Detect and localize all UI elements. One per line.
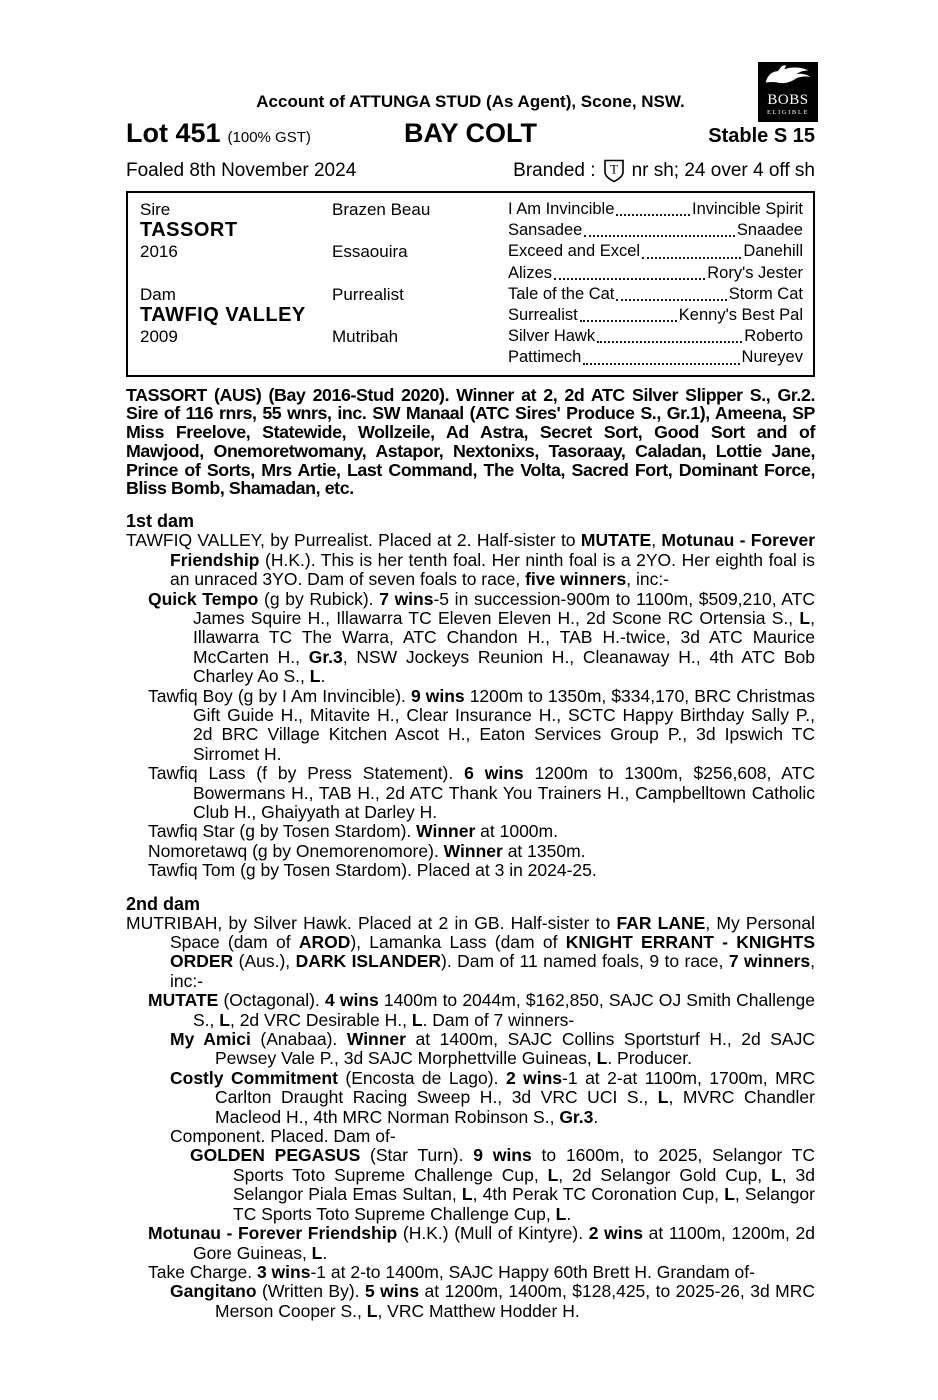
bobs-logo-text: BOBS (767, 92, 809, 108)
progeny-entry: Nomoretawq (g by Onemorenomore). Winner at 1350m. (148, 840, 586, 861)
bobs-eligible-logo (758, 62, 818, 122)
sire-name: TASSORT (140, 219, 238, 242)
second-dam-heading: 2nd dam (126, 893, 201, 914)
first-dam-heading: 1st dam (126, 511, 195, 532)
gen3-row: Pattimech Nureyev (508, 348, 803, 367)
brand-letter: T (609, 161, 618, 177)
dot-leader (580, 320, 677, 322)
progeny-entry: GOLDEN PEGASUS (Star Turn). 9 wins to 1600m, to 2025, Selangor TC Sports Toto Supreme Challenge Cup, L, 2d Selangor Gold Cup, L, 3d Selangor Piala Emas Sultan, L, 4th Perak TC Coronation Cup, L, Selangor TC Sports Toto Supreme Challenge Cup, L. (190, 1145, 816, 1224)
progeny-entry: Tawfiq Tom (g by Tosen Stardom). Placed at 3 in 2024-25. (148, 860, 597, 881)
sire-label: Sire (140, 200, 171, 219)
gst-note: (100% GST) (227, 129, 311, 146)
lot-group (126, 118, 404, 149)
progeny-entry: My Amici (Anabaa). Winner at 1400m, SAJC Collins Sportsturf H., 2d SAJC Pewsey Vale P., 3d SAJC Morphettville Guineas, L. Producer. (170, 1029, 815, 1069)
dot-leader (584, 235, 735, 237)
page-title: BAY COLT (403, 118, 538, 148)
dot-leader (642, 257, 741, 259)
gen3-row: Tale of the Cat Storm Cat (508, 284, 803, 303)
branded-description: nr sh; 24 over 4 off sh (631, 160, 815, 181)
account-line: Account of ATTUNGA STUD (As Agent), Scone, NSW. (256, 92, 685, 111)
progeny-entry: Take Charge. 3 wins-1 at 2-to 1400m, SAJC Happy 60th Brett H. Grandam of- (148, 1261, 755, 1282)
gen3-row: Silver Hawk Roberto (508, 327, 803, 346)
second-dam-paragraph: MUTRIBAH, by Silver Hawk. Placed at 2 in GB. Half-sister to FAR LANE, My Personal Space (dam of AROD), Lamanka Lass (dam of KNIGHT ERRANT - KNIGHTS ORDER (Aus.), DARK ISLANDER). Dam of 11 named foals, 9 to race, 7 winners, inc:- (126, 912, 816, 991)
progeny-entry: Tawfiq Star (g by Tosen Stardom). Winner at 1000m. (148, 821, 558, 842)
pedigree-table (126, 191, 815, 377)
sire-summary: TASSORT (AUS) (Bay 2016-Stud 2020). Winner at 2, 2d ATC Silver Slipper S., Gr.2. Sire of 116 rnrs, 55 wnrs, inc. SW Manaal (ATC Sires' Produce S., Gr.1), Ameena, SP Miss Freelove, Statewide, Wollzeile, Ad Astra, Secret Sort, Good Sort and of Mawjood, Onemoretwomany, Astapor, Nextonixs, Tasoraay, Caladan, Lottie Jane, Prince of Sorts, Mrs Artie, Last Command, The Volta, Sacred Fort, Dominant Force, Bliss Bomb, Shamadan, etc. (126, 384, 815, 499)
dot-leader (597, 341, 742, 343)
progeny-entry: Costly Commitment (Encosta de Lago). 2 wins-1 at 2-at 1100m, 1700m, MRC Carlton Draught Racing Sweep H., 3d VRC UCI S., L, MVRC Chandler Macleod H., 4th MRC Norman Robinson S., Gr.3. (170, 1067, 815, 1127)
sire-year: 2016 (140, 242, 178, 262)
gen3-row: Surrealist Kenny's Best Pal (508, 305, 803, 324)
progeny-entry: Tawfiq Boy (g by I Am Invincible). 9 wins 1200m to 1350m, $334,170, BRC Christmas Gift Guide H., Mitavite H., Clear Insurance H., SCTC Happy Birthday Sally P., 2d BRC Village Kitchen Ascot H., Eaton Services Group P., 3d Ipswich TC Sirromet H. (148, 685, 815, 764)
gen3-row: Exceed and Excel Danehill (508, 242, 803, 261)
brand-shield-icon (602, 158, 626, 184)
sire-dam: Essaouira (332, 242, 408, 262)
progeny-entry: MUTATE (Octagonal). 4 wins 1400m to 2044m, $162,850, SAJC OJ Smith Challenge S., L, 2d VRC Desirable H., L. Dam of 7 winners- (148, 990, 815, 1030)
dam-label: Dam (140, 284, 176, 304)
bobs-logo-subtext: ELIGIBLE (766, 109, 810, 116)
foaled-row (126, 158, 815, 184)
dot-leader (616, 299, 726, 301)
progeny-entry: Gangitano (Written By). 5 wins at 1200m, 1400m, $128,425, to 2025-26, 3d MRC Merson Cooper S., L, VRC Matthew Hodder H. (170, 1281, 816, 1321)
branded-label: Branded : (513, 160, 596, 181)
gen3-row: Alizes Rory's Jester (508, 263, 803, 282)
first-dam-paragraph: TAWFIQ VALLEY, by Purrealist. Placed at 2. Half-sister to MUTATE, Motunau - Forever Friendship (H.K.). This is her tenth foal. Her ninth foal is a 2YO. Her eighth foal is an unraced 3YO. Dam of seven foals to race, five winners, inc:- (126, 530, 815, 590)
gen3-row: Sansadee Snaadee (508, 221, 803, 240)
progeny-entry: Quick Tempo (g by Rubick). 7 wins-5 in succession-900m to 1100m, $509,210, ATC James Squire H., Illawarra TC Eleven Eleven H., 2d Scone RC Ortensia S., L, Illawarra TC The Warra, ATC Chandon H., TAB H.-twice, 3d ATC Maurice McCarten H., Gr.3, NSW Jockeys Reunion H., Cleanaway H., 4th ATC Bob Charley Ao S., L. (148, 588, 815, 687)
dot-leader (583, 363, 739, 365)
gen3-row: I Am Invincible Invincible Spirit (508, 199, 803, 218)
progeny-entry: Motunau - Forever Friendship (H.K.) (Mull of Kintyre). 2 wins at 1100m, 1200m, 2d Gore Guineas, L. (148, 1223, 815, 1263)
lot-row (126, 118, 815, 149)
sire-sire: Brazen Beau (332, 200, 431, 219)
dot-leader (554, 278, 705, 280)
dam-name: TAWFIQ VALLEY (140, 303, 306, 326)
branded-group (513, 158, 815, 184)
dam-sire: Purrealist (332, 284, 404, 304)
dam-dam: Mutribah (332, 327, 399, 347)
dot-leader (616, 214, 690, 216)
foaled-date: Foaled 8th November 2024 (126, 160, 357, 181)
progeny-entry: Tawfiq Lass (f by Press Statement). 6 wins 1200m to 1300m, $256,608, ATC Bowermans H., TAB H., 2d ATC Thank You Trainers H., Campbelltown Catholic Club H., Ghaiyyath at Darley H. (148, 763, 816, 822)
progeny-entry: Component. Placed. Dam of- (170, 1126, 396, 1147)
horse-head-icon (760, 62, 816, 88)
stable-number: Stable S 15 (708, 125, 815, 147)
lot-number: Lot 451 (126, 118, 221, 148)
dam-year: 2009 (140, 327, 178, 347)
